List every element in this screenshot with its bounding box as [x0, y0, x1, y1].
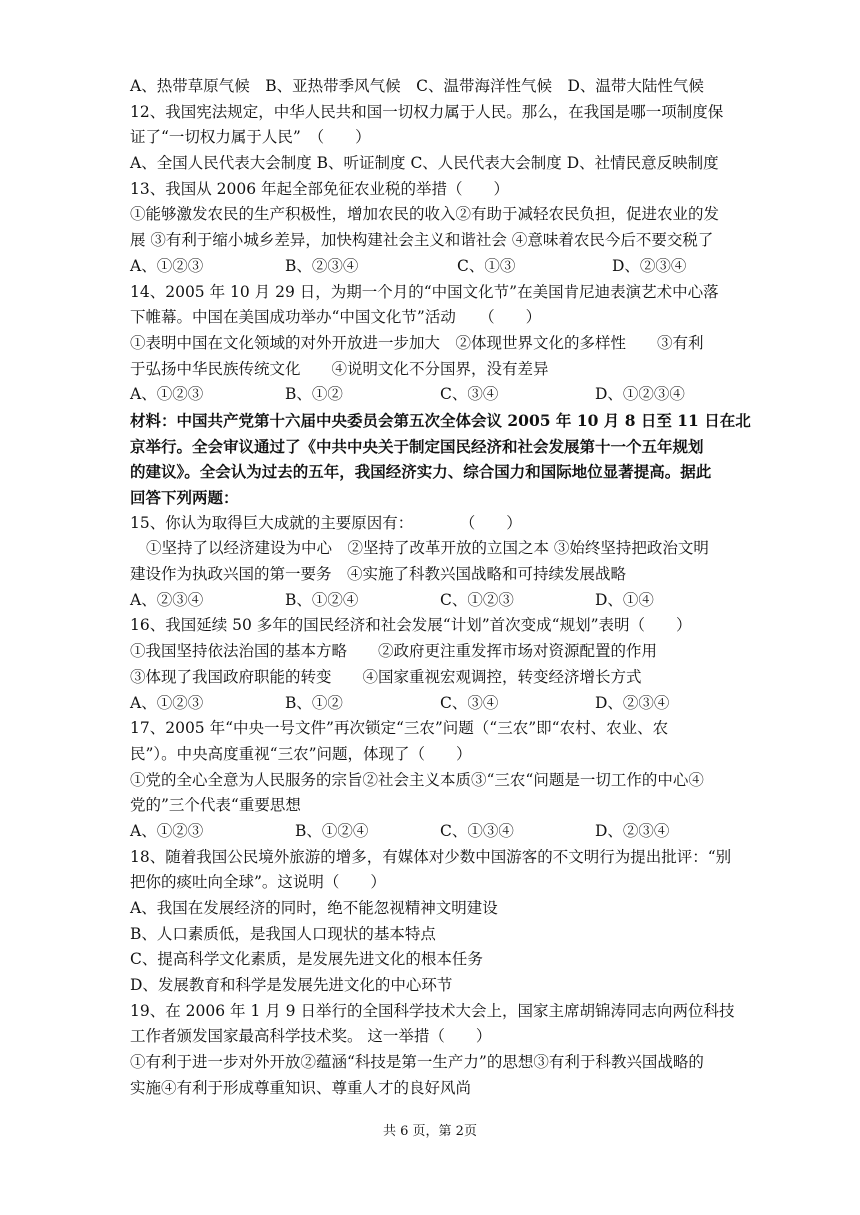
q13-stem: 13、我国从 2006 年起全部免征农业税的举措（ ） — [130, 179, 510, 198]
q18-stem-line2: 把你的痰吐向全球”。这说明（ ） — [130, 873, 386, 892]
q16-option-b: B、①② — [285, 693, 343, 712]
q14-option-c: C、③④ — [440, 385, 499, 404]
q17-option-b: B、①②④ — [295, 821, 369, 840]
q12-stem-line1: 12、我国宪法规定，中华人民共和国一切权力属于人民。那么，在我国是哪一项制度保 — [130, 102, 724, 121]
q18-option-a: A、我国在发展经济的同时，绝不能忽视精神文明建设 — [130, 899, 498, 917]
material-line3: 的建议》。全会认为过去的五年，我国经济实力、综合国力和国际地位显著提高。据此 — [130, 462, 712, 482]
q12-options: A、全国人民代表大会制度 B、听证制度 C、人民代表大会制度 D、社情民意反映制度 — [130, 154, 719, 173]
q13-option-a: A、①②③ — [130, 256, 204, 275]
q17-option-a: A、①②③ — [130, 821, 204, 840]
material-line1: 材料：中国共产党第十六届中央委员会第五次全体会议 2005 年 10 月 8 日至 11 日在北 — [130, 410, 751, 430]
q13-statement-line2: 展 ③有利于缩小城乡差异，加快构建社会主义和谐社会 ④意味着农民今后不要交税了 — [130, 231, 714, 250]
page-footer: 共 6 页，第 2页 — [383, 1124, 477, 1139]
q16-stem: 16、我国延续 50 多年的国民经济和社会发展“计划”首次变成“规划”表明（ ） — [130, 616, 692, 635]
q15-option-d: D、①④ — [595, 590, 654, 609]
q15-statement-line1: ①坚持了以经济建设为中心 ②坚持了改革开放的立国之本 ③始终坚持把政治文明 — [146, 539, 709, 558]
q16-option-a: A、①②③ — [130, 693, 204, 712]
q17-options — [130, 819, 770, 845]
q19-stem-line1: 19、在 2006 年 1 月 9 日举行的全国科学技术大会上，国家主席胡锦涛同志向两位科技 — [130, 1001, 735, 1020]
q14-statement-line1: ①表明中国在文化领域的对外开放进一步加大 ②体现世界文化的多样性 ③有利 — [130, 333, 704, 352]
q18-option-b: B、人口素质低，是我国人口现状的基本特点 — [130, 924, 436, 943]
q14-option-b: B、①② — [285, 385, 343, 404]
q14-statement-line2: 于弘扬中华民族传统文化 ④说明文化不分国界，没有差异 — [130, 359, 549, 378]
q15-stem: 15、你认为取得巨大成就的主要原因有： （ ） — [130, 513, 522, 532]
q15-options — [130, 588, 770, 614]
q16-statement-line1: ①我国坚持依法治国的基本方略 ②政府更注重发挥市场对资源配置的作用 — [130, 642, 658, 661]
q13-options — [130, 254, 770, 280]
q13-option-d: D、②③④ — [612, 256, 687, 275]
q18-option-c: C、提高科学文化素质，是发展先进文化的根本任务 — [130, 950, 483, 969]
q13-option-c: C、①③ — [457, 256, 516, 275]
q11-options: A、热带草原气候 B、亚热带季风气候 C、温带海洋性气候 D、温带大陆性气候 — [130, 77, 704, 95]
q14-option-d: D、①②③④ — [595, 385, 685, 404]
q15-option-b: B、①②④ — [285, 590, 359, 609]
q15-option-c: C、①②③ — [440, 590, 514, 609]
q18-option-d: D、发展教育和科学是发展先进文化的中心环节 — [130, 976, 453, 995]
q15-option-a: A、②③④ — [130, 590, 204, 609]
q19-statement-line1: ①有利于进一步对外开放②蕴涵“科技是第一生产力”的思想③有利于科教兴国战略的 — [130, 1053, 704, 1072]
q16-option-c: C、③④ — [440, 693, 499, 712]
q12-stem-line2: 证了“一切权力属于人民” （ ） — [130, 128, 371, 147]
material-line4: 回答下列两题： — [130, 488, 239, 507]
q18-stem-line1: 18、随着我国公民境外旅游的增多，有媒体对少数中国游客的不文明行为提出批评：“别 — [130, 847, 732, 866]
q14-stem-line2: 下帷幕。中国在美国成功举办“中国文化节”活动 （ ） — [130, 308, 542, 327]
q15-statement-line2: 建设作为执政兴国的第一要务 ④实施了科教兴国战略和可持续发展战略 — [130, 565, 627, 584]
q17-stem-line2: 民”）。中央高度重视“三农”问题，体现了（ ） — [130, 744, 472, 763]
q17-stem-line1: 17、2005 年“中央一号文件”再次锁定“三农”问题（“三农”即“农村、农业、农 — [130, 719, 669, 738]
q17-option-c: C、①③④ — [440, 821, 514, 840]
q16-options — [130, 691, 770, 717]
q19-stem-line2: 工作者颁发国家最高科学技术奖。 这一举措（ ） — [130, 1027, 492, 1046]
q14-option-a: A、①②③ — [130, 385, 204, 404]
material-line2: 京举行。全会审议通过了《中共中央关于制定国民经济和社会发展第十一个五年规划 — [130, 436, 704, 456]
q17-statement-line2: 党的”三个代表“重要思想 — [130, 796, 301, 815]
q16-statement-line2: ③体现了我国政府职能的转变 ④国家重视宏观调控，转变经济增长方式 — [130, 667, 642, 686]
q17-option-d: D、②③④ — [595, 821, 670, 840]
exam-page — [130, 74, 770, 1102]
q14-stem-line1: 14、2005 年 10 月 29 日，为期一个月的“中国文化节”在美国肯尼迪表演艺术中心落 — [130, 282, 719, 301]
q14-options — [130, 382, 770, 408]
q16-option-d: D、②③④ — [595, 693, 670, 712]
q19-statement-line2: 实施④有利于形成尊重知识、尊重人才的良好风尚 — [130, 1078, 472, 1097]
q13-statement-line1: ①能够激发农民的生产积极性，增加农民的收入②有助于减轻农民负担，促进农业的发 — [130, 205, 720, 224]
q17-statement-line1: ①党的全心全意为人民服务的宗旨②社会主义本质③“三农“问题是一切工作的中心④ — [130, 770, 704, 789]
q13-option-b: B、②③④ — [285, 256, 359, 275]
